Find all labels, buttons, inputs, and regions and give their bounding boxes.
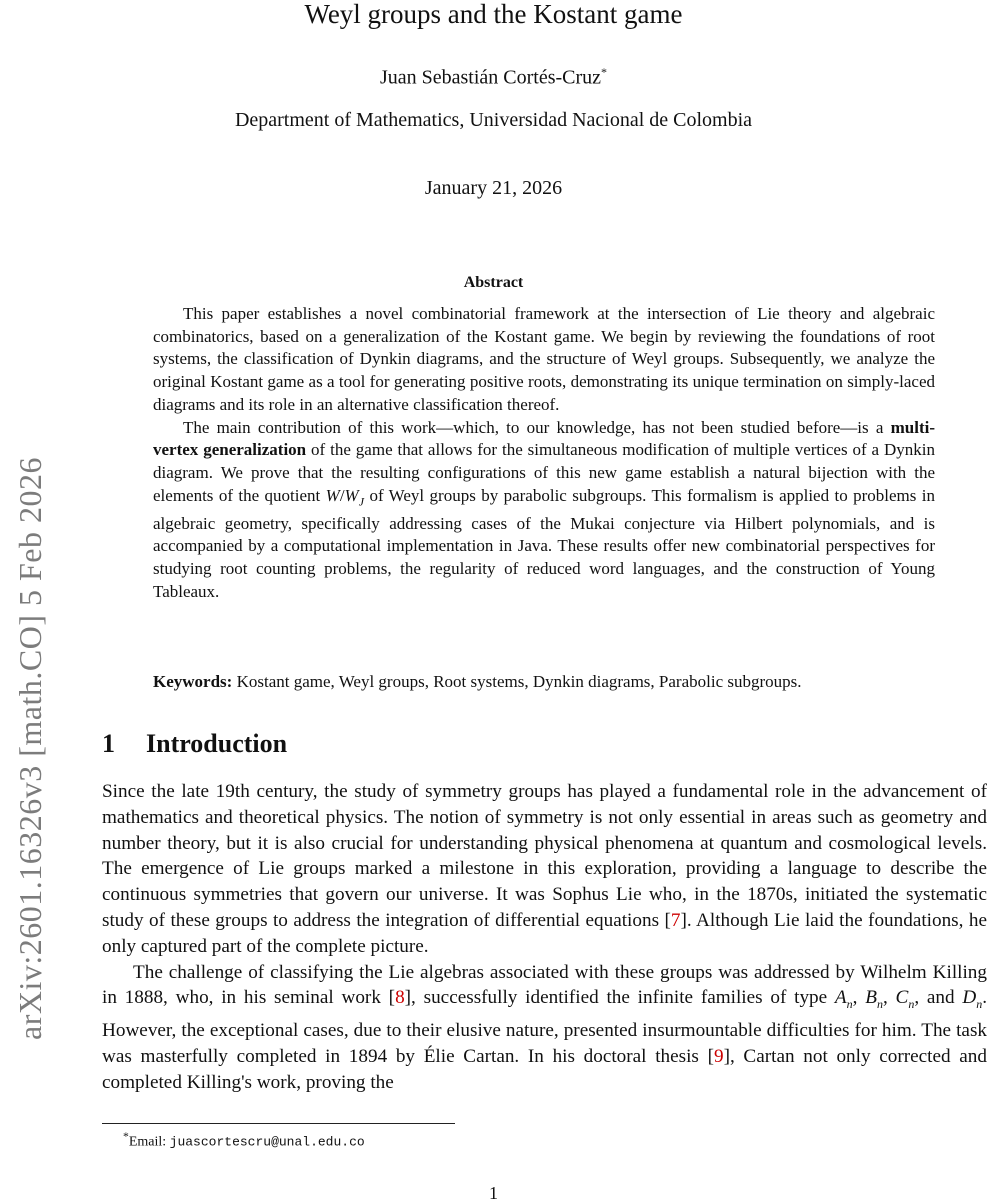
introduction-body xyxy=(102,779,987,1095)
page-number: 1 xyxy=(489,1183,498,1203)
math-c: C xyxy=(895,987,909,1009)
math-comma-2: , xyxy=(882,987,888,1009)
citation-link-8[interactable]: 8 xyxy=(395,987,405,1009)
footnote-mark: * xyxy=(123,1130,129,1143)
intro-p2-text-c: . However, the exceptional cases, due to their elusive nature, presented insurmountable difficulties for him. The task was masterfully completed in 1894 by Élie Cartan. In his doctoral thesis [ xyxy=(102,987,987,1067)
keywords xyxy=(153,671,943,693)
math-d: D xyxy=(962,987,977,1009)
footnote-email[interactable]: juascortescru@unal.edu.co xyxy=(169,1134,365,1150)
math-b: B xyxy=(865,987,877,1009)
abstract-heading: Abstract xyxy=(463,274,524,291)
paper-date: January 21, 2026 xyxy=(424,177,563,199)
citation-link-9[interactable]: 9 xyxy=(713,1045,724,1067)
abstract-p2-middle: of the game that allows for the simultaneous modification of multiple vertices of a Dynkin diagram. We prove that the resulting configurations of this new game establish a natural bijection with the elements of the quotient xyxy=(153,440,936,505)
intro-paragraph-2 xyxy=(102,960,987,1096)
keywords-list: Kostant game, Weyl groups, Root systems, Dynkin diagrams, Parabolic subgroups. xyxy=(236,672,802,691)
citation-link-7[interactable]: 7 xyxy=(670,909,681,931)
section-title: Introduction xyxy=(146,729,288,758)
abstract-paragraph-2 xyxy=(153,417,935,604)
arxiv-identifier-stamp: arXiv:2601.16326v3 [math.CO] 5 Feb 2026 xyxy=(12,457,48,1040)
intro-p2-text-d: ], Cartan not only corrected and completed Killing's work, proving the xyxy=(102,1045,987,1093)
abstract-paragraph-1: This paper establishes a novel combinatorial framework at the intersection of Lie theory and algebraic combinatorics, based on a generalization of the Kostant game. We begin by reviewing the foundations of root systems, the classification of Dynkin diagrams, and the structure of Weyl groups. Subsequently, we analyze the original Kostant game as a tool for generating positive roots, demonstrating its unique termination on simply-laced diagrams and its role in an alternative classification thereof. xyxy=(153,304,935,414)
footnote xyxy=(123,1128,365,1152)
math-n-sub-a: n xyxy=(846,997,853,1012)
footnote-label: Email: xyxy=(128,1134,167,1150)
math-n-sub-c: n xyxy=(908,997,915,1012)
intro-p2-text-b: ], successfully identified the infinite families of type xyxy=(404,987,835,1009)
section-number: 1 xyxy=(102,729,115,758)
math-and: , and xyxy=(914,987,955,1009)
keywords-label: Keywords: xyxy=(153,672,233,691)
math-comma-1: , xyxy=(852,987,858,1009)
math-n-sub-d: n xyxy=(976,997,983,1012)
abstract-bold-term: multi-vertex generalization xyxy=(153,417,935,460)
math-a: A xyxy=(834,987,847,1009)
math-j-subscript: J xyxy=(358,494,365,509)
math-wj: W xyxy=(344,485,359,505)
math-n-sub-b: n xyxy=(876,997,883,1012)
intro-p1-text: Since the late 19th century, the study of symmetry groups has played a fundamental role in the advancement of mathematics and theoretical physics. The notion of symmetry is not only essential in areas such as geometry and number theory, but it is also crucial for understanding physical phenomena at quantum and cosmological levels. The emergence of Lie groups marked a milestone in this exploration, providing a language to describe the continuous symmetries that govern our universe. It was Sophus Lie who, in the 1870s, initiated the systematic study of these groups to address the integration of differential equations [ xyxy=(102,781,987,931)
author-line xyxy=(0,60,987,90)
intro-paragraph-1 xyxy=(102,779,987,960)
math-slash: / xyxy=(339,485,345,505)
section-heading xyxy=(102,728,287,760)
abstract-p2-end: of Weyl groups by parabolic subgroups. This formalism is applied to problems in algebraic geometry, specifically addressing cases of the Mukai conjecture via Hilbert polynomials, and is accompanied by a computational implementation in Java. These results offer new combinatorial perspectives for studying root counting problems, the regularity of reduced word languages, and the construction of Young Tableaux. xyxy=(153,485,935,601)
math-w: W xyxy=(325,485,340,505)
intro-p1-text-end: ]. Although Lie laid the foundations, he only captured part of the complete picture. xyxy=(102,909,987,957)
author-name: Juan Sebastián Cortés-Cruz xyxy=(379,66,602,89)
intro-p2-text: The challenge of classifying the Lie algebras associated with these groups was addressed by Wilhelm Killing in 1888, who, in his seminal work [ xyxy=(102,961,987,1009)
author-affiliation: Department of Mathematics, Universidad Nacional de Colombia xyxy=(234,109,753,131)
abstract-body xyxy=(153,303,935,604)
abstract-p2-start: The main contribution of this work—which, to our knowledge, has not been studied before—is a xyxy=(183,417,891,437)
paper-title: Weyl groups and the Kostant game xyxy=(304,0,683,29)
author-footnote-mark: * xyxy=(601,65,608,79)
footnote-rule xyxy=(102,1123,455,1124)
